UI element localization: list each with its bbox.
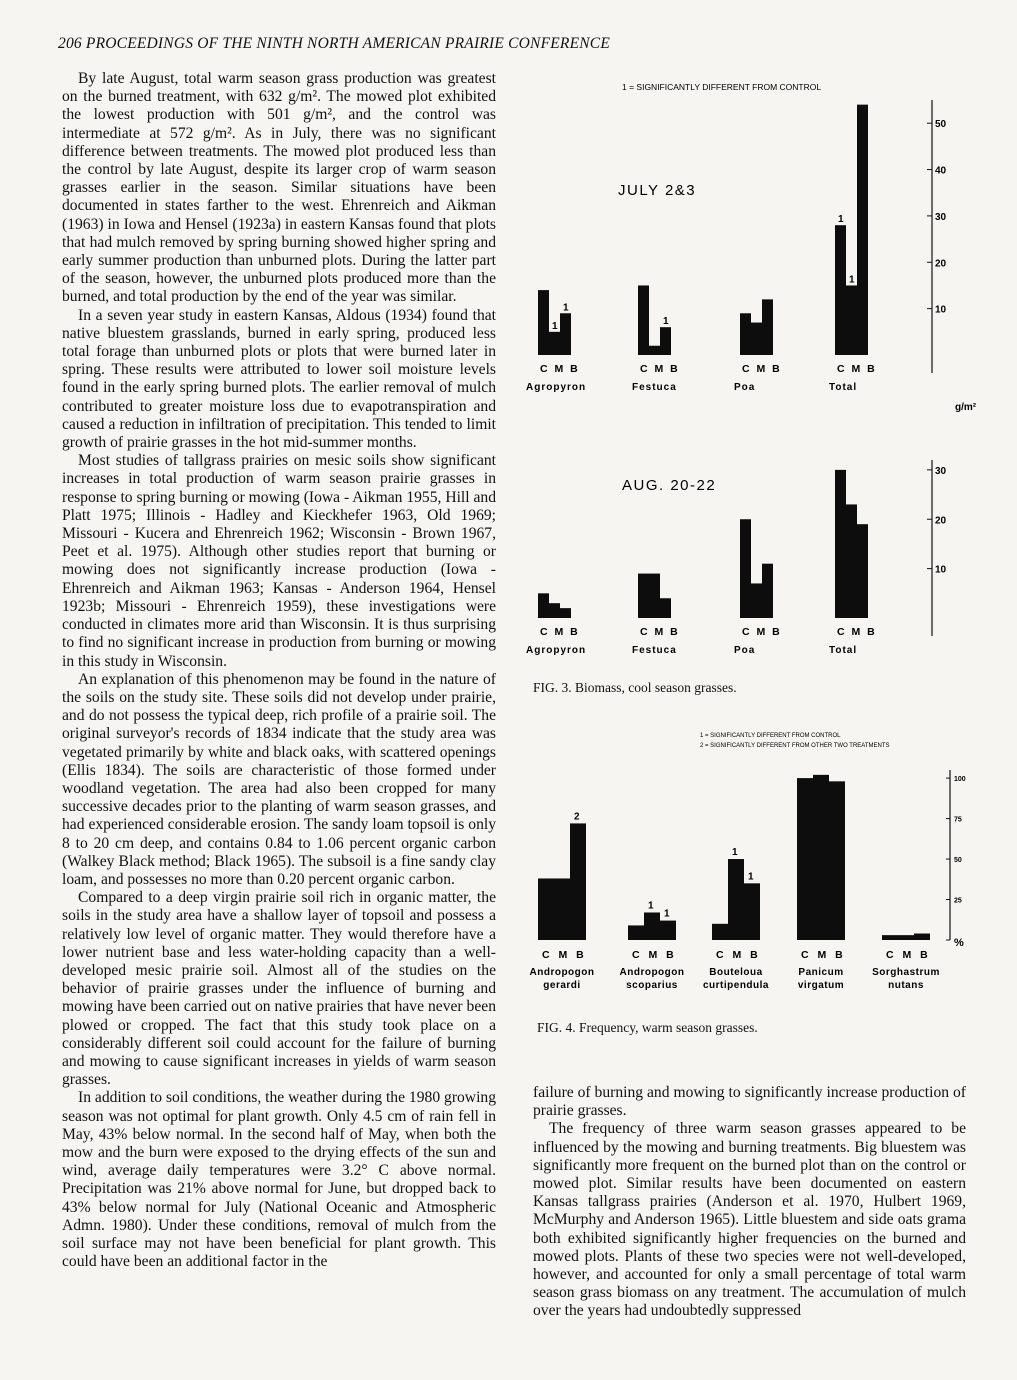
fig4-legend-1: 1 = SIGNIFICANTLY DIFFERENT FROM CONTROL: [700, 733, 841, 739]
fig3-legend: 1 = SIGNIFICANTLY DIFFERENT FROM CONTROL: [622, 82, 822, 92]
bar: [740, 519, 751, 618]
significance-mark: 1: [732, 847, 738, 859]
paragraph: In a seven year study in eastern Kansas, Aldous (1934) found that native bluestem grasslands, burned in early spring, produced less total forage than unburned plots or plots that were burned later in spring. These results were attributed to lower soil moisture levels found in the early spring burned plots. The earlier removal of mulch contributed to greater moisture loss due to evapotranspiration and caused a reduction in infiltration of precipitation. This tended to limit growth of prairie grasses in the hot mid-summer months.: [62, 306, 496, 452]
species-label: scoparius: [626, 980, 678, 991]
species-label: Bouteloua: [709, 967, 763, 978]
bar: [638, 574, 649, 618]
significance-mark: 1: [563, 302, 569, 314]
bar: [740, 313, 751, 355]
treatment-labels: C M B: [640, 363, 680, 375]
paragraph: In addition to soil conditions, the weather during the 1980 growing season was not optimal for plant growth. Only 4.5 cm of rain fell in May, 43% below normal. In the second half of May, when both the mow and the burn were exposed to the drying effects of the sun and wind, average daily temperatures were 3.2° C above normal. Precipitation was 21% above normal for June, but dropped back to 43% below normal for July (National Oceanic and Atmospheric Admn. 1980). Under these conditions, removal of mulch from the soil surface may not have been beneficial for plant growth. This could have been an additional factor in the: [62, 1089, 496, 1271]
y-tick-label: 50: [935, 119, 947, 131]
species-label: Panicum: [798, 967, 844, 978]
bar: [660, 921, 676, 940]
figure-3-caption: FIG. 3. Biomass, cool season grasses.: [533, 680, 737, 695]
right-column-text: [533, 1084, 966, 1321]
treatment-labels: C M B: [837, 363, 877, 375]
paragraph: Compared to a deep virgin prairie soil rich in organic matter, the soils in the study area have a shallow layer of topsoil and possess a relatively low level of organic matter. They would therefore have a lower nutrient base and less water-holding capacity than a well-developed mesic prairie soil. Almost all of the studies on the behavior of prairie grasses under the influence of burning and mowing have been carried out on native prairies that have never been plowed or cropped. The fact that this study took place on a considerably different soil could account for the failure of burning and mowing to cause significant increases in yields of warm season grasses.: [62, 889, 496, 1089]
category-label: Agropyron: [526, 382, 587, 393]
unit-label: g/m²: [955, 402, 977, 413]
bar: [846, 504, 857, 618]
bar: [712, 924, 728, 940]
y-tick-label: 100: [954, 776, 966, 784]
panel-label: JULY 2&3: [618, 182, 697, 199]
bar: [554, 878, 570, 940]
category-label: Festuca: [632, 645, 677, 656]
significance-mark: 1: [552, 320, 558, 332]
bar: [549, 332, 560, 355]
species-label: Sorghastrum: [872, 967, 940, 978]
category-label: Total: [829, 645, 858, 656]
category-label: Festuca: [632, 382, 677, 393]
species-label: virgatum: [797, 980, 845, 991]
figure-3-biomass-chart: [500, 65, 1000, 685]
y-tick-label: 40: [935, 165, 947, 177]
bar: [762, 299, 773, 355]
bar: [560, 608, 571, 618]
bar: [829, 781, 845, 940]
bar: [538, 593, 549, 618]
fig3-panel: [526, 100, 947, 393]
bar: [628, 925, 644, 940]
fig4-legend-2: 2 = SIGNIFICANTLY DIFFERENT FROM OTHER TWO TREATMENTS: [700, 743, 890, 749]
bar: [660, 327, 671, 355]
treatment-labels: C M B: [540, 363, 580, 375]
figure-4-frequency-chart: [510, 730, 1000, 1020]
significance-mark: 2: [574, 811, 580, 823]
species-label: curtipendula: [702, 980, 770, 991]
species-label: Andropogon: [529, 967, 595, 978]
significance-mark: 1: [664, 908, 670, 920]
significance-mark: 1: [648, 900, 654, 912]
y-tick-label: %: [954, 937, 964, 949]
bar: [751, 323, 762, 355]
panel-label: AUG. 20-22: [622, 477, 717, 494]
bar: [560, 313, 571, 355]
category-label: Poa: [734, 382, 756, 393]
fig3-panel: [526, 460, 947, 656]
bar: [914, 934, 930, 940]
y-tick-label: 30: [935, 465, 947, 477]
treatment-labels: C M B: [742, 363, 782, 375]
bar: [660, 598, 671, 618]
running-header: 206 PROCEEDINGS OF THE NINTH NORTH AMERICAN PRAIRIE CONFERENCE: [58, 35, 610, 52]
paragraph: An explanation of this phenomenon may be found in the nature of the soils on the study site. These soils did not develop under prairie, and do not possess the typical deep, rich profile of a prairie soil. The original surveyor's records of 1834 indicate that the study area was vegetated primarily by white and black oaks, with scattered openings (Ellis 1834). The soils are characteristic of those formed under woodland vegetation. The area had also been cropped for many successive decades prior to the planting of warm season grasses, and had experienced considerable erosion. The sandy loam topsoil is only 8 to 20 cm deep, and contains 0.84 to 1.06 percent organic carbon (Walkey Black method; Black 1965). The subsoil is a fine sandy clay loam, and possesses no more than 0.20 percent organic carbon.: [62, 670, 496, 888]
bar: [538, 290, 549, 355]
bar: [813, 775, 829, 940]
treatment-labels: C M B: [742, 626, 782, 638]
treatment-labels: C M B: [632, 949, 677, 961]
y-tick-label: 10: [935, 564, 947, 576]
bar: [549, 603, 560, 618]
bar: [857, 105, 868, 355]
bar: [744, 883, 760, 940]
y-tick-label: 20: [935, 258, 947, 270]
y-tick-label: 50: [954, 857, 962, 865]
significance-mark: 1: [748, 871, 754, 883]
treatment-labels: C M B: [837, 626, 877, 638]
bar: [538, 878, 554, 940]
species-label: gerardi: [543, 980, 581, 991]
significance-mark: 1: [838, 214, 844, 226]
bar: [762, 564, 773, 618]
treatment-labels: C M B: [716, 949, 761, 961]
bar: [644, 912, 660, 940]
bar: [649, 574, 660, 618]
left-column: [62, 70, 496, 1271]
y-tick-label: 30: [935, 211, 947, 223]
category-label: Poa: [734, 645, 756, 656]
y-tick-label: 75: [954, 816, 962, 824]
y-tick-label: 10: [935, 304, 947, 316]
treatment-labels: C M B: [640, 626, 680, 638]
bar: [797, 778, 813, 940]
treatment-labels: C M B: [801, 949, 846, 961]
paragraph: Most studies of tallgrass prairies on mesic soils show significant increases in total production of warm season prairie grasses in response to spring burning or mowing (Iowa - Aikman 1955, Hill and Platt 1975; Illinois - Hadley and Kieckhefer 1963, Old 1969; Missouri - Kucera and Ehrenreich 1962; Wisconsin - Brown 1967, Peet et al. 1975). Although other studies report that burning or mowing does not significantly increase production (Iowa - Ehrenreich and Aikman 1963; Kansas - Anderson 1964, Hensel 1923b; Missouri - Ehrenreich 1959), these investigations were conducted in climates more arid than Wisconsin. It is thus surprising to find no significant increase in production from burning or mowing in this study in Wisconsin.: [62, 452, 496, 670]
bar: [751, 583, 762, 618]
figure-4-caption: FIG. 4. Frequency, warm season grasses.: [537, 1020, 758, 1035]
paragraph: The frequency of three warm season grasses appeared to be influenced by the mowing and burning treatments. Big bluestem was significantly more frequent on the burned plot than on the control or mowed plot. Similar results have been documented on eastern Kansas tallgrass prairies (Anderson et al. 1970, Hulbert 1969, McMurphy and Anderson 1965). Little bluestem and side oats grama both exhibited significantly higher frequencies on the burned and mowed plots. Plants of these two species were not well-developed, however, and accounted for only a small percentage of total warm season grass biomass on any treatment. The accumulation of mulch over the years had undoubtedly suppressed: [533, 1120, 966, 1320]
bar: [898, 935, 914, 940]
treatment-labels: C M B: [540, 626, 580, 638]
significance-mark: 1: [849, 274, 855, 286]
treatment-labels: C M B: [542, 949, 587, 961]
bar: [835, 225, 846, 355]
bar: [835, 470, 846, 618]
bar: [649, 346, 660, 355]
bar: [857, 524, 868, 618]
bar: [728, 859, 744, 940]
bar: [882, 935, 898, 940]
species-label: Andropogon: [619, 967, 685, 978]
y-tick-label: 25: [954, 897, 962, 905]
bar: [638, 285, 649, 355]
bar: [846, 285, 857, 355]
significance-mark: 1: [663, 316, 669, 328]
paragraph: By late August, total warm season grass production was greatest on the burned treatment, with 632 g/m². The mowed plot exhibited the lowest production with 501 g/m², and the control was intermediate at 572 g/m². As in July, there was no significant difference between treatments. The mowed plot produced less than the control by late August, despite its larger crop of warm season grasses earlier in the season. Similar situations have been documented in states farther to the west. Ehrenreich and Aikman (1963) in Iowa and Hensel (1923a) in eastern Kansas found that plots that had mulch removed by spring burning showed higher spring and early summer production than unburned plots. During the latter part of the season, however, the unburned plots produced more than the burned, and total production by the end of the year was similar.: [62, 70, 496, 306]
category-label: Agropyron: [526, 645, 587, 656]
y-tick-label: 20: [935, 515, 947, 527]
species-label: nutans: [888, 980, 924, 991]
treatment-labels: C M B: [886, 949, 931, 961]
category-label: Total: [829, 382, 858, 393]
paragraph: failure of burning and mowing to significantly increase production of prairie grasses.: [533, 1084, 966, 1120]
bar: [570, 823, 586, 940]
